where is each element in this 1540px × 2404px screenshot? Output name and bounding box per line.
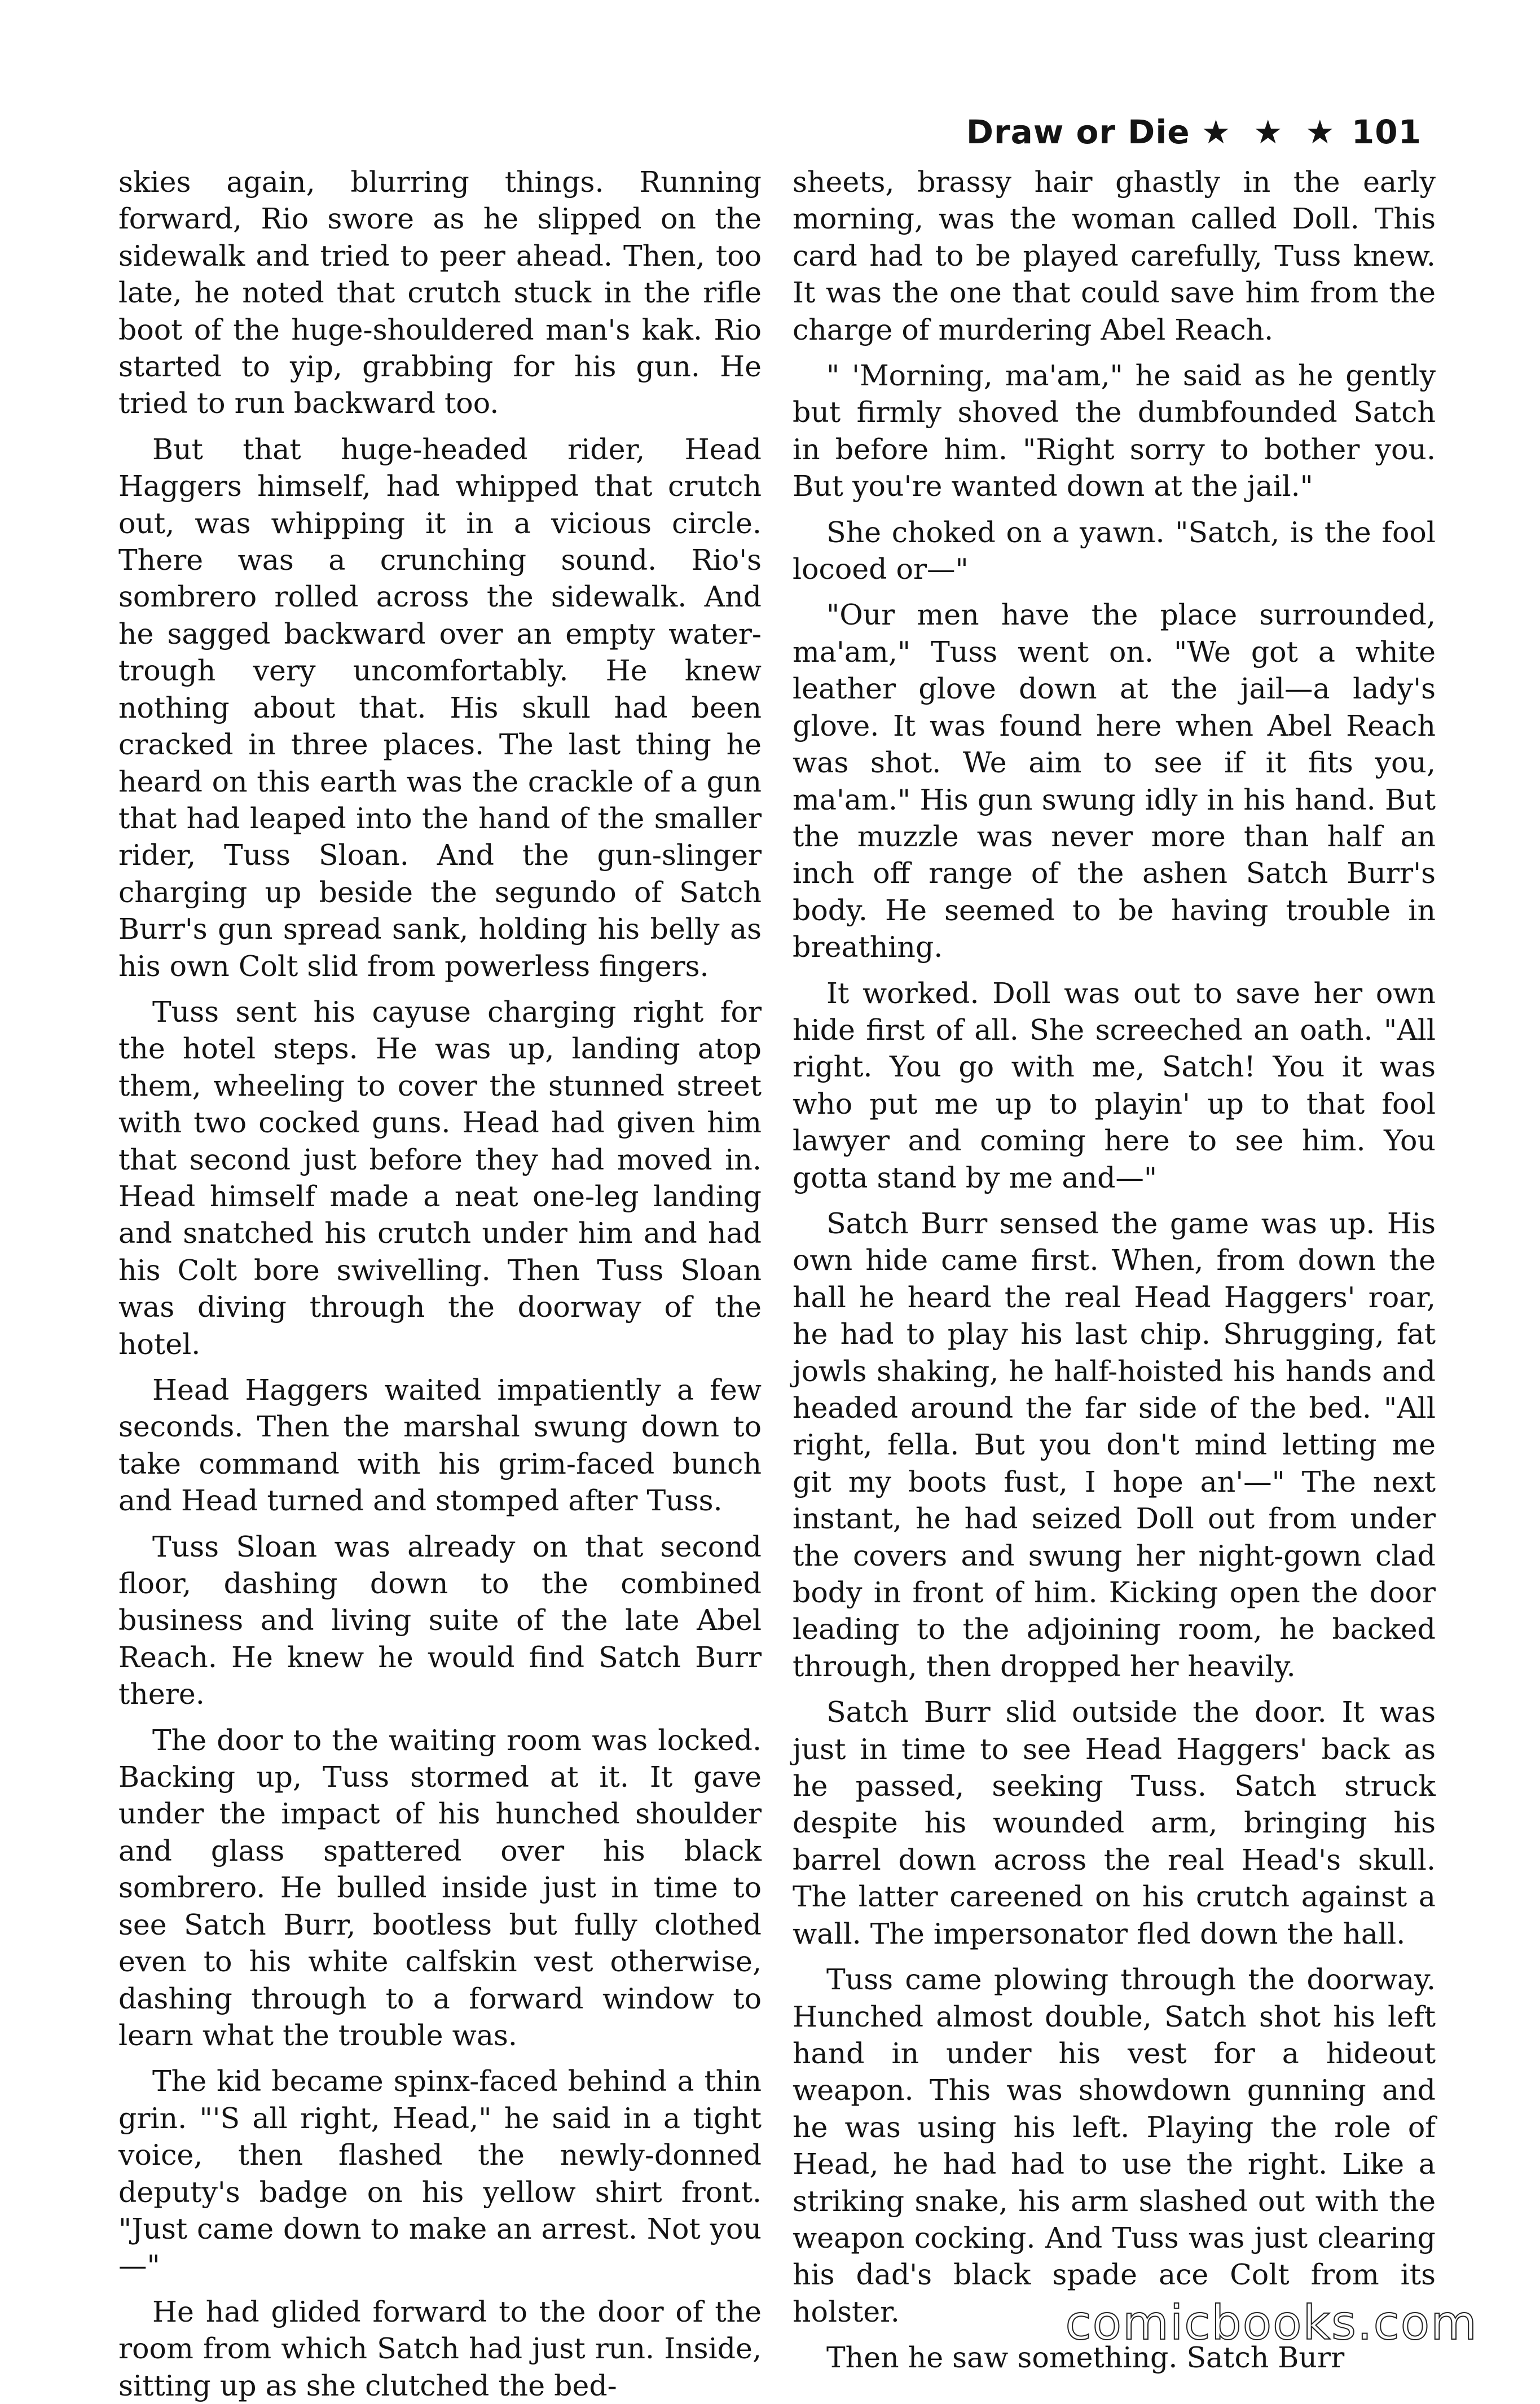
paragraph: Tuss Sloan was already on that second floor, dashing down to the combined business and living suite of the late Abel Reach. He knew he would find Satch Burr there.: [118, 1530, 762, 1711]
paragraph: The kid became spinx-faced behind a thin grin. "'S all right, Head," he said in a tight voice, then flashed the newly-donned deputy's badge on his yellow shirt front. "Just came down to make an arrest. Not you—": [118, 2064, 762, 2283]
paragraph: She choked on a yawn. "Satch, is the fool locoed or—": [793, 515, 1436, 586]
story-title: Draw or Die: [966, 113, 1190, 151]
paragraph: Tuss sent his cayuse charging right for the hotel steps. He was up, landing atop them, wheeling to cover the stunned street with two cocked guns. Head had given him that second just before they had moved in. Head himself made a neat one-leg landing and snatched his crutch under him and had his Colt bore swivelling. Then Tuss Sloan was diving through the doorway of the hotel.: [118, 995, 762, 1361]
paragraph: Head Haggers waited impatiently a few seconds. Then the marshal swung down to take command with his grim-faced bunch and Head turned and stomped after Tuss.: [118, 1373, 762, 1518]
paragraph: " 'Morning, ma'am," he said as he gently but firmly shoved the dumbfounded Satch in before him. "Right sorry to bother you. But you're wanted down at the jail.": [793, 359, 1436, 503]
paragraph: Then he saw something. Satch Burr: [826, 2341, 1345, 2375]
star-icons: ★ ★ ★: [1201, 113, 1340, 151]
right-column: [793, 164, 1436, 2376]
paragraph: But that huge-headed rider, Head Haggers himself, had whipped that crutch out, was whipping it in a vicious circle. There was a crunching sound. Rio's sombrero rolled across the sidewalk. And he sagged backward over an empty water-trough very uncomfortably. He knew nothing about that. His skull had been cracked in three places. The last thing he heard on this earth was the crackle of a gun that had leaped into the hand of the smaller rider, Tuss Sloan. And the gun-slinger charging up beside the segundo of Satch Burr's gun spread sank, holding his belly as his own Colt slid from powerless fingers.: [118, 432, 762, 983]
paragraph: Satch Burr slid outside the door. It was just in time to see Head Haggers' back as he passed, seeking Tuss. Satch struck despite his wounded arm, bringing his barrel down across the real Head's skull. The latter careened on his crutch against a wall. The impersonator fled down the hall.: [793, 1695, 1436, 1950]
watermark: comicbooks.com: [1065, 2295, 1478, 2350]
paragraph: The door to the waiting room was locked. Backing up, Tuss stormed at it. It gave under the impact of his hunched shoulder and glass spattered over his black sombrero. He bulled inside just in time to see Satch Burr, bootless but fully clothed even to his white calfskin vest otherwise, dashing through to a forward window to learn what the trouble was.: [118, 1723, 762, 2052]
paragraph: sheets, brassy hair ghastly in the early morning, was the woman called Doll. This card had to be played carefully, Tuss knew. It was the one that could save him from the charge of murdering Abel Reach.: [793, 165, 1436, 346]
paragraph: He had glided forward to the door of the room from which Satch had just run. Inside, sitting up as she clutched the bed-: [118, 2295, 762, 2402]
paragraph: "Our men have the place surrounded, ma'am," Tuss went on. "We got a white leather glove down at the jail—a lady's glove. It was found here when Abel Reach was shot. We aim to see if it fits you, ma'am." His gun swung idly in his hand. But the muzzle was never more than half an inch off range of the ashen Satch Burr's body. He seemed to be having trouble in breathing.: [793, 598, 1436, 964]
paragraph: It worked. Doll was out to save her own hide first of all. She screeched an oath. "All right. You go with me, Satch! You it was who put me up to playin' up to that fool lawyer and coming here to see him. You gotta stand by me and—": [793, 976, 1436, 1194]
paragraph: Satch Burr sensed the game was up. His own hide came first. When, from down the hall he heard the real Head Haggers' roar, he had to play his last chip. Shrugging, fat jowls shaking, he half-hoisted his hands and headed around the far side of the bed. "All right, fella. But you don't mind letting me git my boots fust, I hope an'—" The next instant, he had seized Doll out from under the covers and swung her night-gown clad body in front of him. Kicking open the door leading to the adjoining room, he backed through, then dropped her heavily.: [793, 1206, 1436, 1683]
paragraph: Tuss came plowing through the doorway. Hunched almost double, Satch shot his left hand in under his vest for a hideout weapon. This was showdown gunning and he was using his left. Playing the role of Head, he had had to use the right. Like a striking snake, his arm slashed out with the weapon cocking. And Tuss was just clearing his dad's black spade ace Colt from its holster.: [793, 1963, 1436, 2328]
page-number: 101: [1351, 113, 1422, 151]
left-column: [118, 164, 762, 2404]
paragraph: skies again, blurring things. Running forward, Rio swore as he slipped on the sidewalk and tried to peer ahead. Then, too late, he noted that crutch stuck in the rifle boot of the huge-shouldered man's kak. Rio started to yip, grabbing for his gun. He tried to run backward too.: [118, 165, 762, 420]
running-header: [966, 113, 1422, 151]
